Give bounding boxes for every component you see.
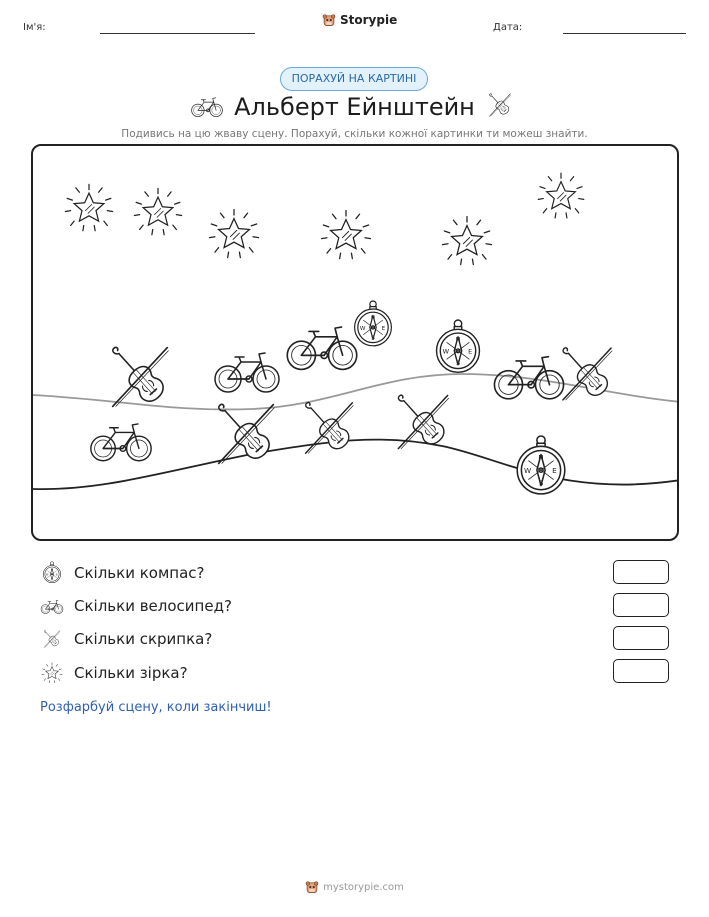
question-text: Скільки компас? [74,564,205,582]
violin-icon [484,89,516,121]
violin-icon [40,627,64,651]
star-icon [210,210,259,258]
count-tag: ПОРАХУЙ НА КАРТИНІ [280,67,428,91]
question-compass [40,561,204,585]
compass-icon [437,320,480,372]
bicycle-icon [40,594,64,618]
bicycle-icon [215,353,279,392]
star-icon [443,217,492,265]
mascot-icon [305,880,319,894]
scene-drawing [33,146,677,539]
answer-box-compass[interactable] [613,560,669,584]
brand-name: Storypie [340,13,398,27]
hill-front [33,440,677,490]
star-icon [322,211,371,259]
question-bicycle [40,594,232,618]
star-icon [134,188,181,234]
question-text: Скільки велосипед? [74,597,232,615]
answer-box-bicycle[interactable] [613,593,669,617]
compass-icon [355,301,392,346]
scene-picture [31,144,679,541]
violin-icon [556,341,612,400]
answer-box-star[interactable] [613,659,669,683]
bicycle-icon [287,327,356,369]
star-icon [538,173,584,218]
question-text: Скільки зірка? [74,664,188,682]
question-text: Скільки скрипка? [74,630,213,648]
name-label: Ім'я: [23,22,46,33]
coloring-note: Розфарбуй сцену, коли закінчиш! [40,700,272,715]
star-icon [40,661,64,685]
violin-icon [105,340,169,407]
name-line[interactable] [100,33,255,34]
date-label: Дата: [493,22,523,33]
page-title: Альберт Ейнштейн [234,93,475,121]
question-violin [40,627,212,651]
date-line[interactable] [563,33,686,34]
mascot-icon [322,13,336,27]
violin-icon [211,397,275,464]
footer-url[interactable]: mystorypie.com [323,881,404,893]
compass-icon [40,561,64,585]
bicycle-icon [91,424,151,461]
answer-box-violin[interactable] [613,626,669,650]
footer [0,880,709,894]
instructions: Подивись на цю жваву сцену. Порахуй, скільки кожної картинки ти можеш знайти. [121,128,588,140]
question-star [40,661,188,685]
compass-icon [517,436,565,494]
brand-logo [322,13,397,27]
star-icon [65,184,112,230]
